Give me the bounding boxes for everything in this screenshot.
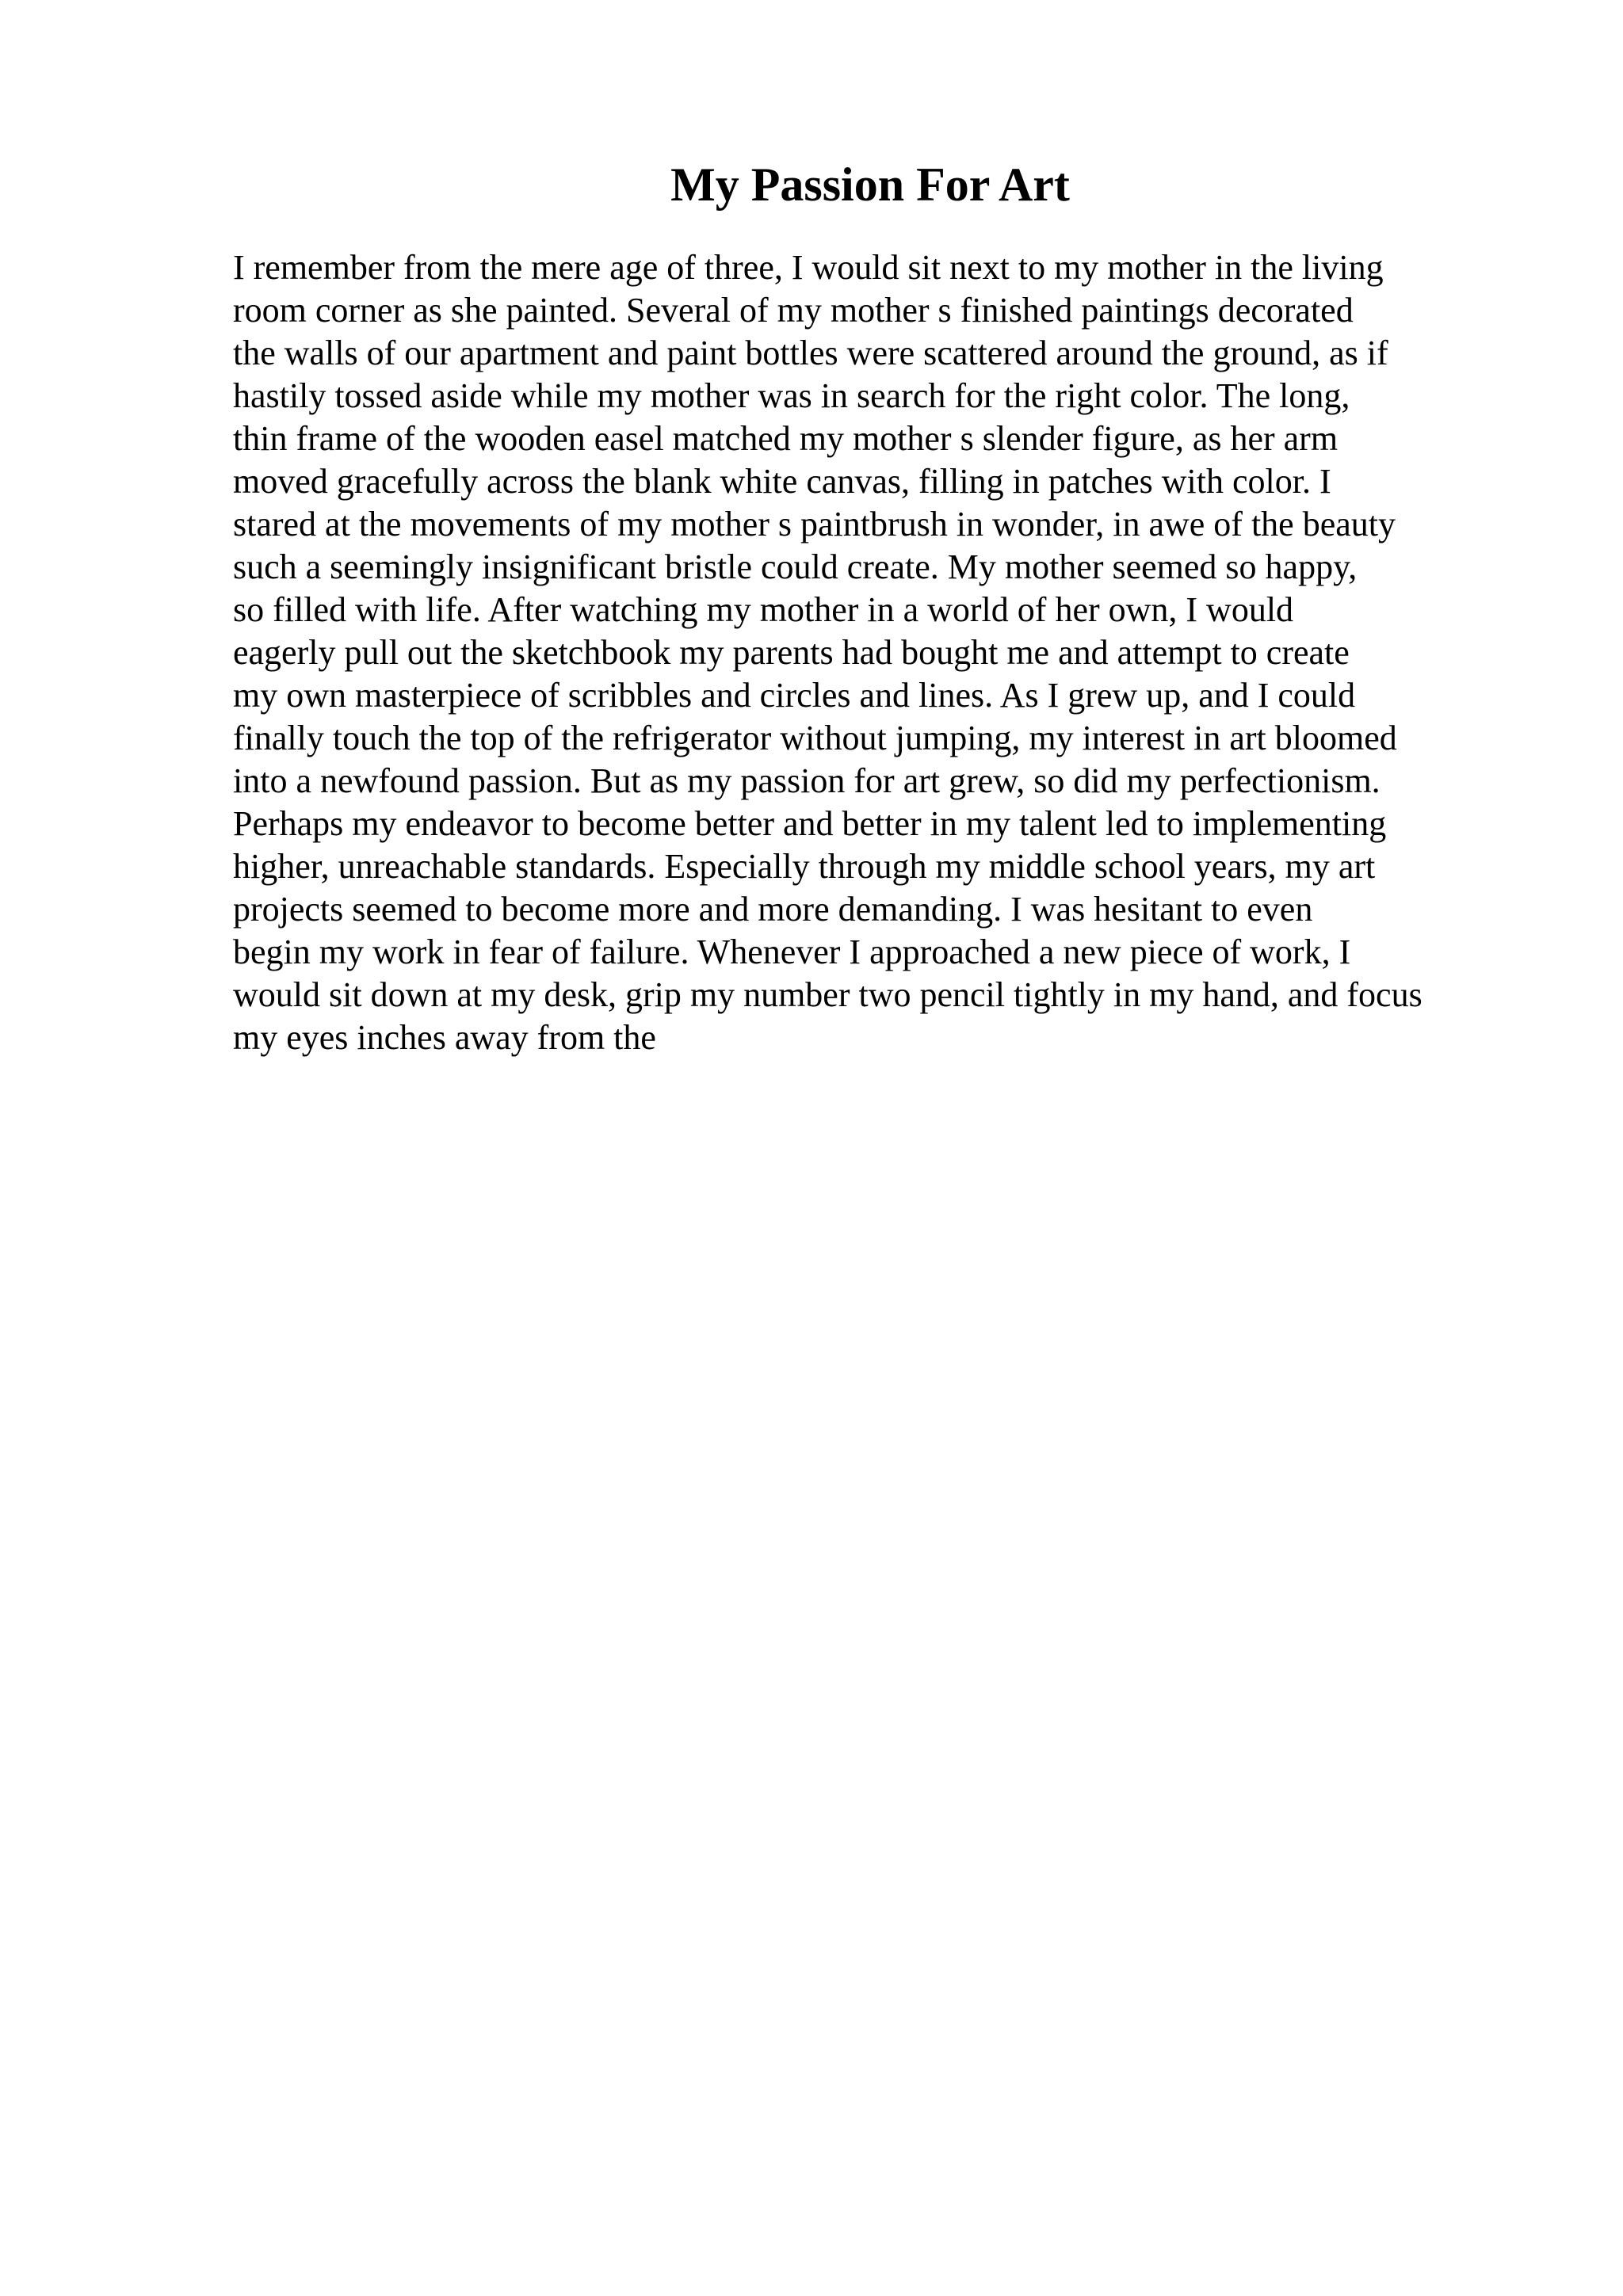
document-title: My Passion For Art — [670, 158, 1070, 211]
body-line: the walls of our apartment and paint bottles were scattered around the ground, as if — [233, 334, 1388, 372]
body-line: my own masterpiece of scribbles and circles and lines. As I grew up, and I could — [233, 676, 1356, 715]
essay-body — [233, 246, 1596, 1059]
body-line: Perhaps my endeavor to become better and better in my talent led to implementing — [233, 804, 1387, 843]
body-line: stared at the movements of my mother s paintbrush in wonder, in awe of the beauty — [233, 505, 1396, 543]
body-line: eagerly pull out the sketchbook my parents had bought me and attempt to create — [233, 633, 1350, 672]
body-line: begin my work in fear of failure. Whenever I approached a new piece of work, I — [233, 933, 1351, 971]
body-line: projects seemed to become more and more demanding. I was hesitant to even — [233, 890, 1313, 929]
body-line: thin frame of the wooden easel matched my mother s slender figure, as her arm — [233, 419, 1338, 458]
body-line: moved gracefully across the blank white canvas, filling in patches with color. I — [233, 462, 1331, 501]
body-line: higher, unreachable standards. Especially through my middle school years, my art — [233, 847, 1376, 886]
body-line: would sit down at my desk, grip my number two pencil tightly in my hand, and focus — [233, 975, 1423, 1014]
body-line: such a seemingly insignificant bristle could create. My mother seemed so happy, — [233, 547, 1358, 586]
body-line: hastily tossed aside while my mother was in search for the right color. The long, — [233, 376, 1350, 415]
body-line: I remember from the mere age of three, I would sit next to my mother in the living — [233, 248, 1384, 287]
body-line: into a newfound passion. But as my passion for art grew, so did my perfectionism. — [233, 761, 1381, 800]
body-line: my eyes inches away from the — [233, 1018, 656, 1057]
body-line: so filled with life. After watching my mother in a world of her own, I would — [233, 590, 1294, 629]
body-line: room corner as she painted. Several of my mother s finished paintings decorated — [233, 291, 1354, 330]
body-line: finally touch the top of the refrigerator without jumping, my interest in art bloomed — [233, 719, 1397, 757]
